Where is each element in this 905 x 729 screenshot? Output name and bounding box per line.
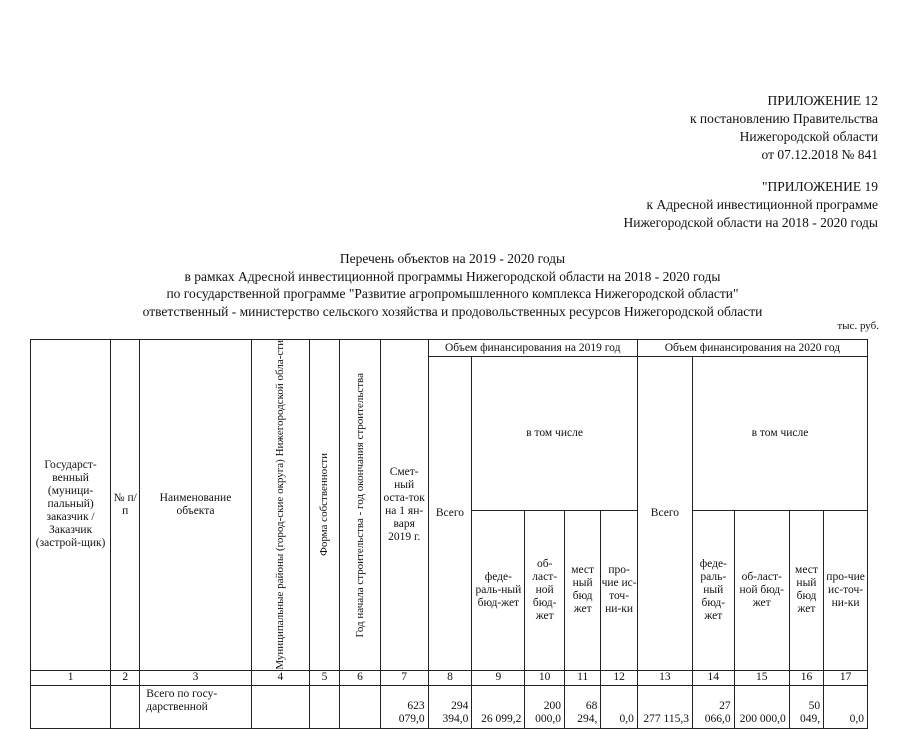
- title-line3: по государственной программе "Развитие агропромышленного комплекса Нижегородской области": [166, 286, 739, 301]
- appendix12-date: от 07.12.2018 № 841: [761, 147, 878, 162]
- header-total-2019: Всего: [428, 357, 472, 671]
- column-numbers-row: [31, 670, 868, 685]
- col-number: 8: [428, 670, 472, 685]
- cell-other-2020: 0,0: [824, 685, 868, 728]
- col-number: 5: [309, 670, 339, 685]
- header-local-2019: мест ный бюд жет: [564, 510, 600, 670]
- col-number: 11: [564, 670, 600, 685]
- title-line4: ответственный - министерство сельского хозяйства и продовольственных ресурсов Нижегородской области: [142, 303, 763, 319]
- header-num: № п/п: [111, 340, 140, 671]
- header-fin-2019: Объем финансирования на 2019 год: [428, 340, 637, 357]
- title-line1: Перечень объектов на 2019 - 2020 годы: [339, 251, 566, 266]
- appendix19-title: "ПРИЛОЖЕНИЕ 19: [761, 179, 878, 194]
- appendix12-line3: Нижегородской области: [739, 129, 878, 144]
- col-number: 15: [734, 670, 789, 685]
- cell-fed-2019: 26 099,2: [472, 685, 525, 728]
- header-customer: Государст-венный (муници-пальный) заказчик / Заказчик (застрой-щик): [31, 340, 111, 671]
- cell-reg-2020: 200 000,0: [734, 685, 789, 728]
- col-number: 13: [637, 670, 692, 685]
- header-total-2020: Всего: [637, 357, 692, 671]
- header-incl-2020: в том числе: [692, 357, 867, 511]
- appendix19-line3: Нижегородской области на 2018 - 2020 годы: [623, 215, 878, 230]
- header-years: Год начала строительства - год окончания строительства: [353, 372, 366, 638]
- header-form: Форма собственности: [318, 453, 331, 557]
- col-number: 7: [380, 670, 428, 685]
- header-other-2019: про-чие ис-точ-ни-ки: [601, 510, 637, 670]
- cell-other-2019: 0,0: [601, 685, 637, 728]
- col-number: 1: [31, 670, 111, 685]
- col-number: 10: [525, 670, 565, 685]
- header-years-cell: [340, 340, 381, 671]
- cell-estimate: 623 079,0: [380, 685, 428, 728]
- header-local-2020: мест ный бюд жет: [789, 510, 823, 670]
- header-district: Муниципальные районы (город-ские округа) Нижегородской обла-сти: [274, 340, 287, 670]
- col-number: 2: [111, 670, 140, 685]
- appendix12-block: [690, 92, 878, 164]
- col-number: 4: [251, 670, 309, 685]
- cell-name: Всего по госу-дарственной: [140, 685, 251, 728]
- col-number: 16: [789, 670, 823, 685]
- objects-table: [30, 339, 868, 729]
- header-district-cell: [251, 340, 309, 671]
- col-number: 9: [472, 670, 525, 685]
- col-number: 12: [601, 670, 637, 685]
- appendix19-block: [624, 178, 878, 232]
- header-fed-2019: феде-раль-ный бюд-жет: [472, 510, 525, 670]
- cell-customer: [31, 685, 111, 728]
- appendix12-line2: к постановлению Правительства: [689, 111, 878, 126]
- cell-reg-2019: 200 000,0: [525, 685, 565, 728]
- col-number: 17: [824, 670, 868, 685]
- cell-years: [340, 685, 381, 728]
- cell-local-2020: 50 049,: [789, 685, 823, 728]
- header-other-2020: про-чие ис-точ-ни-ки: [824, 510, 868, 670]
- header-form-cell: [309, 340, 339, 671]
- col-number: 6: [340, 670, 381, 685]
- appendix19-line2: к Адресной инвестиционной программе: [646, 197, 878, 212]
- col-number: 3: [140, 670, 251, 685]
- col-number: 14: [692, 670, 734, 685]
- cell-district: [251, 685, 309, 728]
- header-name: Наименование объекта: [140, 340, 251, 671]
- header-fed-2020: феде-раль-ный бюд-жет: [692, 510, 734, 670]
- document-title: [0, 250, 905, 320]
- cell-total-2019: 294 394,0: [428, 685, 472, 728]
- cell-total-2020: 277 115,3: [637, 685, 692, 728]
- header-incl-2019: в том числе: [472, 357, 637, 511]
- appendix12-title: ПРИЛОЖЕНИЕ 12: [767, 93, 878, 108]
- header-estimate: Смет-ный оста-ток на 1 ян-варя 2019 г.: [380, 340, 428, 671]
- cell-fed-2020: 27 066,0: [692, 685, 734, 728]
- cell-form: [309, 685, 339, 728]
- table-row: [31, 685, 868, 728]
- header-reg-2020: об-ласт-ной бюд-жет: [734, 510, 789, 670]
- cell-local-2019: 68 294,: [564, 685, 600, 728]
- header-fin-2020: Объем финансирования на 2020 год: [637, 340, 867, 357]
- header-reg-2019: об-ласт-ной бюд-жет: [525, 510, 565, 670]
- cell-num: [111, 685, 140, 728]
- title-line2: в рамках Адресной инвестиционной программы Нижегородской области на 2018 - 2020 годы: [184, 268, 721, 284]
- unit-label: тыс. руб.: [837, 320, 879, 332]
